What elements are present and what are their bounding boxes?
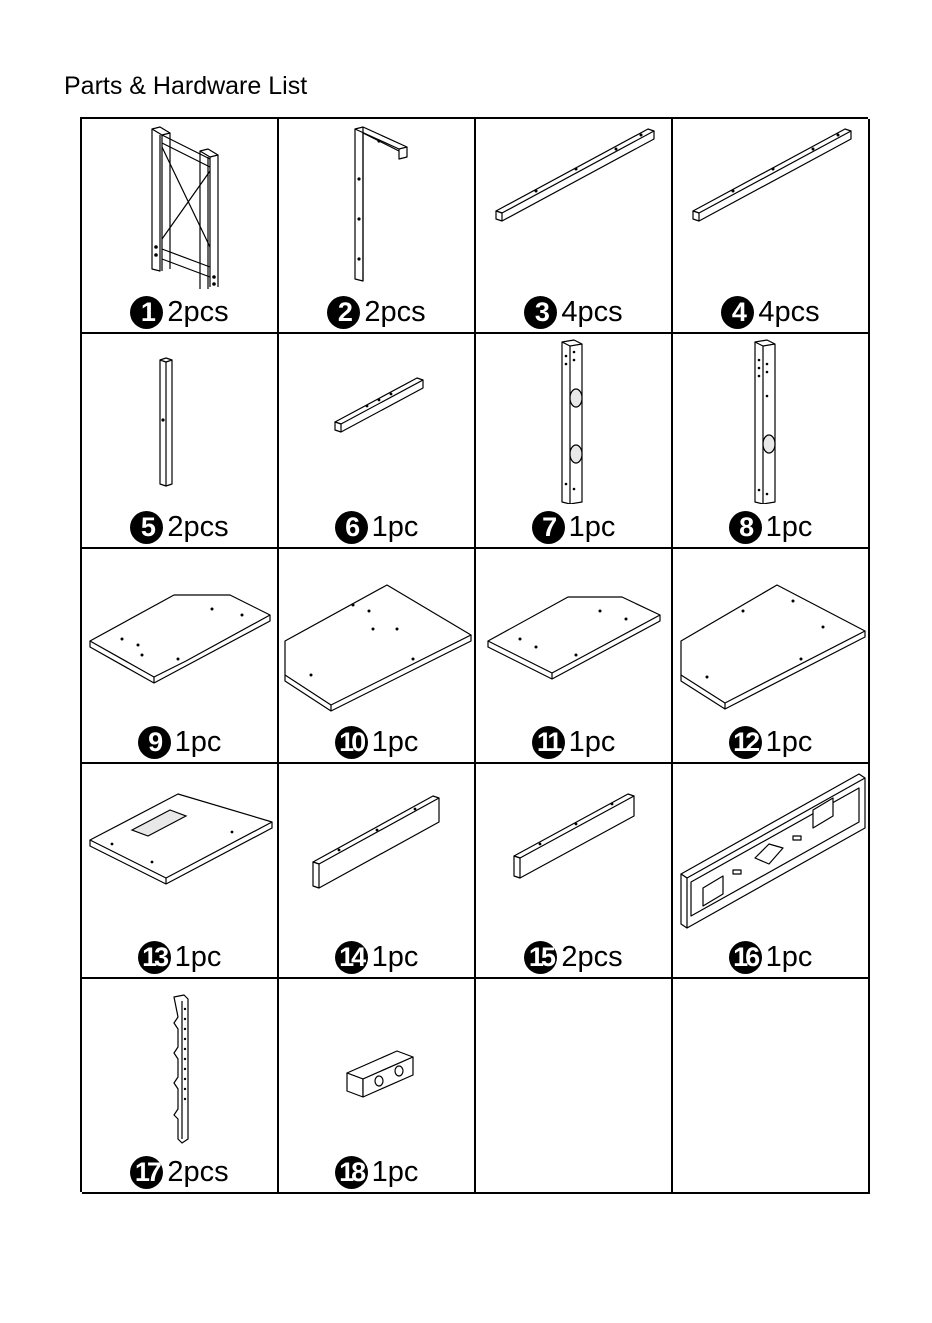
part-number-badge: 5 [130,511,163,544]
short-rail-icon [279,334,474,504]
part-label-18 [279,1154,474,1190]
part-cell-1 [82,119,279,334]
part-label-4 [673,294,868,330]
part-cell-2 [279,119,476,334]
part-number-badge: 15 [524,941,557,974]
part-number-badge: 18 [335,1156,368,1189]
parts-grid [80,117,868,1192]
part-cell-17 [82,979,279,1194]
part-number-badge: 3 [524,296,557,329]
long-board-icon [476,764,671,934]
part-label-15 [476,939,671,975]
upright-post-icon [476,334,671,504]
side-frame-icon [82,119,277,289]
part-number-badge: 10 [335,726,368,759]
part-quantity: 1pc [174,940,222,973]
part-label-8 [673,509,868,545]
part-quantity: 1pc [568,725,616,758]
part-number-badge: 1 [130,296,163,329]
part-quantity: 1pc [174,725,222,758]
part-cell-7 [476,334,673,549]
part-quantity: 2pcs [167,295,229,328]
corner-shelf-panel-icon [279,549,474,719]
part-quantity: 1pc [765,510,813,543]
l-bracket-leg-icon [279,119,474,289]
part-label-13 [82,939,277,975]
long-board-icon [279,764,474,934]
part-quantity: 1pc [765,940,813,973]
part-label-11 [476,724,671,760]
corner-shelf-panel-icon [673,549,868,719]
part-cell-13 [82,764,279,979]
part-cell-8 [673,334,870,549]
top-panel-with-slot-icon [82,764,277,934]
part-label-10 [279,724,474,760]
part-cell-3 [476,119,673,334]
part-number-badge: 11 [532,726,565,759]
part-number-badge: 9 [138,726,171,759]
long-rail-icon [476,119,671,289]
part-quantity: 1pc [765,725,813,758]
part-label-6 [279,509,474,545]
angled-shelf-panel-icon [82,549,277,719]
part-number-badge: 2 [327,296,360,329]
part-cell-5 [82,334,279,549]
part-number-badge: 8 [729,511,762,544]
part-label-5 [82,509,277,545]
part-label-3 [476,294,671,330]
part-label-7 [476,509,671,545]
part-label-1 [82,294,277,330]
part-number-badge: 6 [335,511,368,544]
part-quantity: 2pcs [561,940,623,973]
part-cell-10 [279,549,476,764]
part-number-badge: 13 [138,941,171,974]
part-label-12 [673,724,868,760]
part-cell-4 [673,119,870,334]
part-quantity: 1pc [371,725,419,758]
part-cell-18 [279,979,476,1194]
part-cell-15 [476,764,673,979]
part-cell-6 [279,334,476,549]
part-label-2 [279,294,474,330]
part-quantity: 1pc [371,1155,419,1188]
part-cell-14 [279,764,476,979]
part-quantity: 2pcs [364,295,426,328]
part-number-badge: 4 [721,296,754,329]
part-number-badge: 17 [130,1156,163,1189]
part-quantity: 2pcs [167,510,229,543]
long-rail-icon [673,119,868,289]
part-label-9 [82,724,277,760]
part-number-badge: 7 [532,511,565,544]
part-quantity: 1pc [371,940,419,973]
part-number-badge: 16 [729,941,762,974]
part-cell-11 [476,549,673,764]
connector-block-icon [279,979,474,1149]
part-quantity: 1pc [568,510,616,543]
part-label-16 [673,939,868,975]
angled-shelf-panel-icon [476,549,671,719]
part-cell-16 [673,764,870,979]
upright-post-icon [673,334,868,504]
slotted-strip-icon [82,979,277,1149]
part-quantity: 4pcs [758,295,820,328]
part-number-badge: 14 [335,941,368,974]
back-panel-icon [673,764,868,934]
part-quantity: 2pcs [167,1155,229,1188]
part-number-badge: 12 [729,726,762,759]
part-quantity: 1pc [371,510,419,543]
empty-cell [673,979,870,1194]
empty-cell [476,979,673,1194]
part-label-14 [279,939,474,975]
part-label-17 [82,1154,277,1190]
part-cell-9 [82,549,279,764]
short-post-icon [82,334,277,504]
page-title: Parts & Hardware List [64,72,308,100]
part-cell-12 [673,549,870,764]
part-quantity: 4pcs [561,295,623,328]
